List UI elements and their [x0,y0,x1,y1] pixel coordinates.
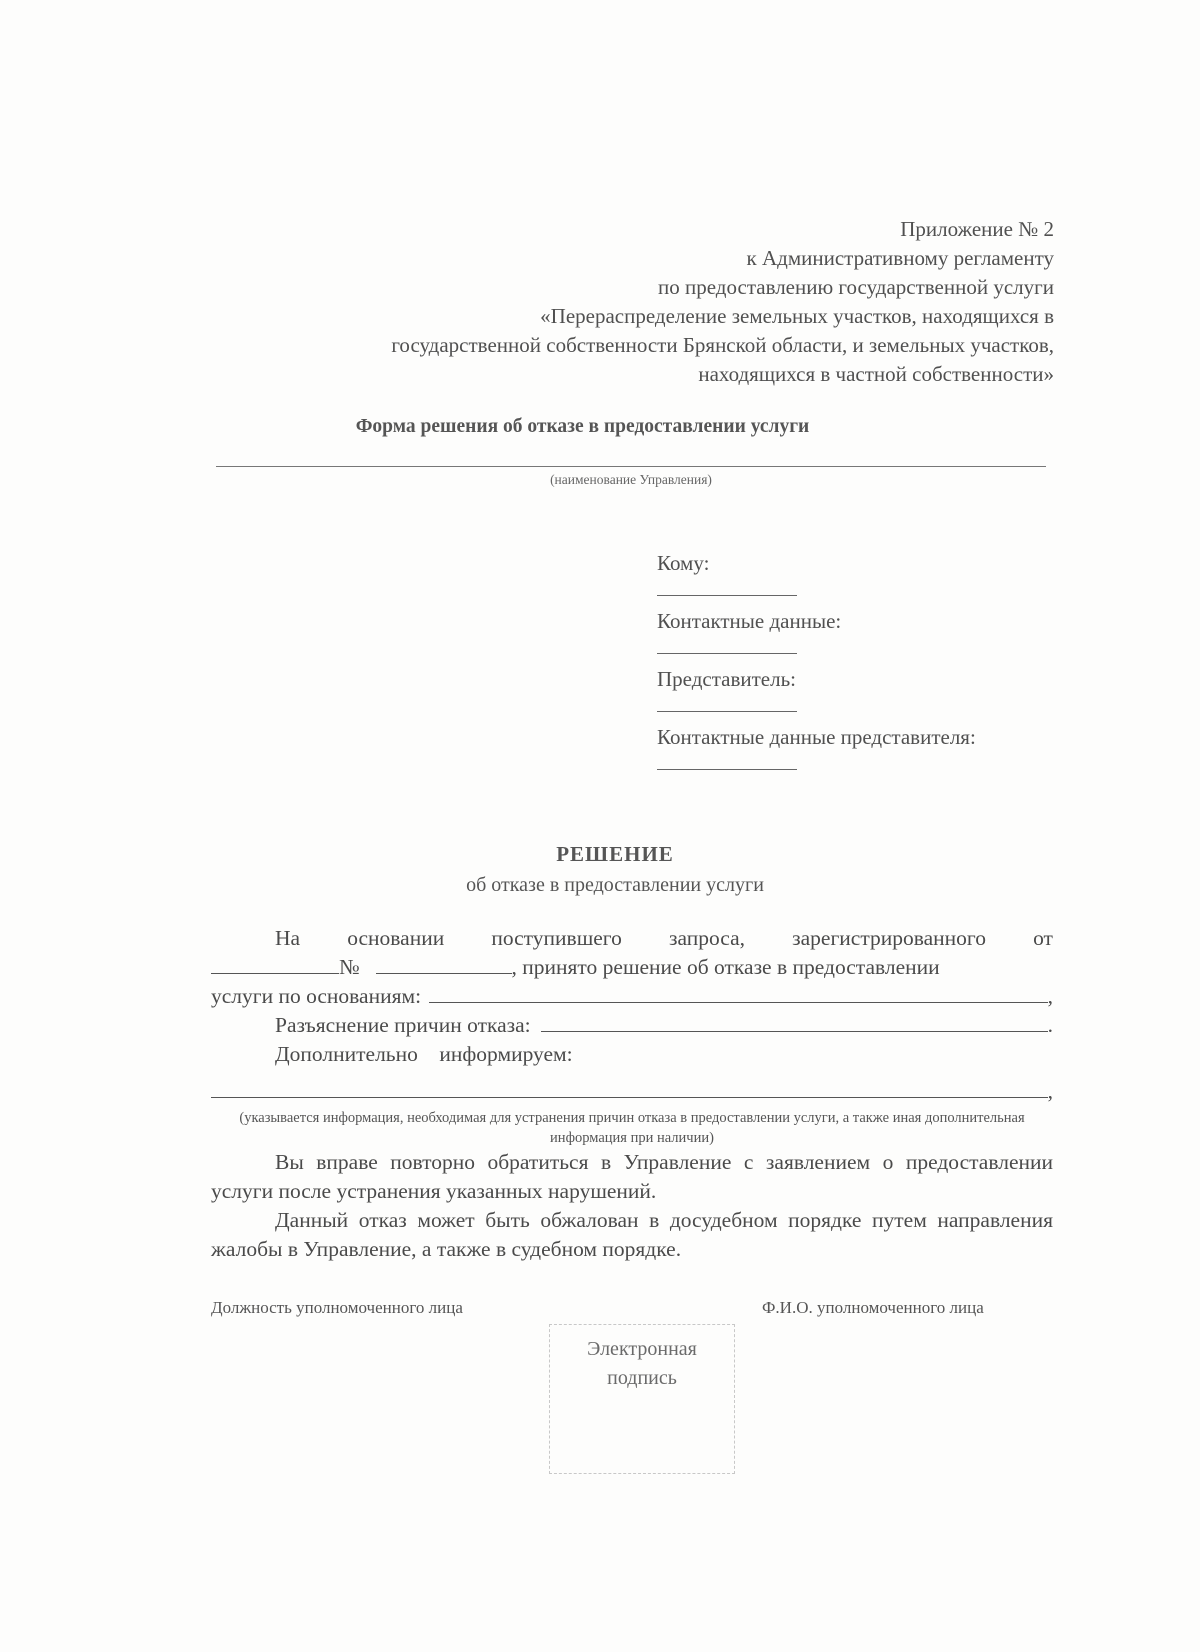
decision-subtitle: об отказе в предоставлении услуги [466,874,764,896]
body-line-4 [211,1011,1053,1040]
official-name-label: Ф.И.О. уполномоченного лица [762,1298,984,1317]
decision-title: РЕШЕНИЕ [556,842,674,866]
body-word: На [275,926,301,950]
decision-body [211,924,1053,1264]
representative-contacts-blank [657,769,797,770]
appendix-line: по предоставлению государственной услуги [658,275,1054,299]
grounds-blank [429,984,1048,1003]
body-word: от [1033,926,1053,950]
official-position-label: Должность уполномоченного лица [211,1298,463,1317]
stamp-line: подпись [607,1367,677,1389]
body-word: поступившего [491,926,622,950]
representative-label: Представитель: [657,667,797,691]
addressee-to-label: Кому: [657,551,710,575]
appeal-paragraph: Данный отказ может быть обжалован в досудебном порядке путем направления жалобы в Управление, а также в судебном порядке. [211,1208,1053,1261]
addressee-row [657,664,976,722]
body-word: основании [347,926,445,950]
number-sign: № [339,955,360,979]
representative-blank [657,711,797,712]
addressee-to-blank [657,595,797,596]
body-word: зарегистрированного [792,926,986,950]
addressee-row [657,722,976,780]
addressee-row [657,606,976,664]
number-blank [376,955,512,974]
appendix-line: «Перераспределение земельных участков, находящихся в [540,304,1054,328]
additional-blank [211,1079,1048,1098]
reasons-blank [541,1013,1048,1032]
additional-end: , [1047,1079,1053,1103]
organization-name-blank [216,466,1046,467]
body-word: запроса, [668,926,745,950]
appendix-line: находящихся в частной собственности» [698,362,1054,386]
electronic-signature-stamp [549,1324,735,1474]
additional-note: (указывается информация, необходимая для устранения причин отказа в предоставлении услуги, а также иная дополнительная информация при наличии) [239,1110,1025,1146]
body-line-1 [211,924,1053,953]
representative-contacts-label: Контактные данные представителя: [657,725,976,749]
appendix-header [391,215,1054,389]
reasons-end: . [1047,1013,1053,1037]
additional-label: Дополнительно информируем: [275,1042,573,1066]
body-line-2 [211,953,1053,982]
form-title: Форма решения об отказе в предоставлении услуги [355,416,810,437]
addressee-contacts-blank [657,653,797,654]
addressee-row [657,548,976,606]
appendix-line: Приложение № 2 [900,217,1054,241]
grounds-label: услуги по основаниям: [211,984,422,1008]
stamp-line: Электронная [587,1338,697,1360]
date-blank [211,955,339,974]
grounds-end: , [1047,984,1053,1008]
reasons-label: Разъяснение причин отказа: [275,1013,531,1037]
appendix-line: государственной собственности Брянской области, и земельных участков, [391,333,1054,357]
body-line-5 [211,1040,1053,1069]
body-line-2-tail: , принято решение об отказе в предоставлении [511,955,940,979]
body-line-3 [211,982,1053,1011]
organization-caption: (наименование Управления) [550,472,712,487]
body-line-6 [211,1077,1053,1106]
addressee-block [657,548,976,780]
appendix-line: к Административному регламенту [746,246,1054,270]
reapply-paragraph: Вы вправе повторно обратиться в Управление с заявлением о предоставлении услуги после устранения указанных нарушений. [211,1150,1053,1203]
addressee-contacts-label: Контактные данные: [657,609,842,633]
